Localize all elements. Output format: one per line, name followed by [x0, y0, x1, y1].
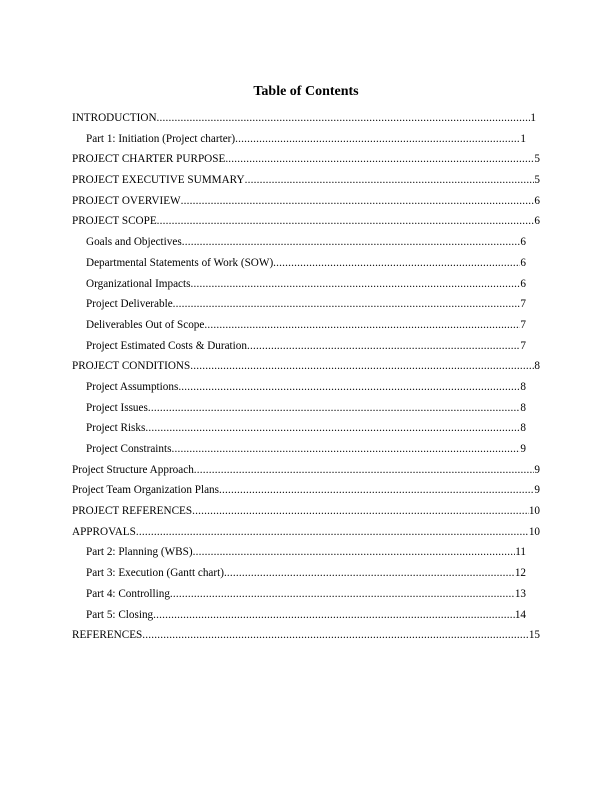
toc-subentry[interactable]	[72, 588, 544, 609]
toc-page-number: 12	[514, 567, 526, 580]
toc-subentry[interactable]	[72, 422, 544, 443]
toc-subentry[interactable]	[72, 567, 544, 588]
toc-entry-text: PROJECT OVERVIEW	[72, 194, 181, 207]
toc-entry-text: INTRODUCTION	[72, 112, 157, 124]
toc-entry-text: PROJECT EXECUTIVE SUMMARY	[72, 174, 245, 187]
toc-entry-text: Project Team Organization Plans	[72, 484, 220, 497]
toc-entry-text: Project Estimated Costs & Duration	[86, 339, 247, 352]
toc-entry-text: Goals and Objectives	[86, 236, 182, 249]
toc-dot-leader	[148, 402, 521, 414]
toc-page-number: 6	[534, 194, 540, 207]
toc-entry[interactable]	[72, 629, 544, 650]
toc-page-number: 1	[520, 132, 526, 145]
toc-page-number: 7	[520, 339, 526, 352]
toc-page-number: 9	[534, 484, 540, 497]
toc-dot-leader	[193, 546, 516, 558]
toc-entry-text: Project Risks	[86, 422, 146, 435]
toc-dot-leader	[157, 112, 531, 124]
toc-entry[interactable]	[72, 174, 544, 195]
toc-entry-text: Departmental Statements of Work (SOW)	[86, 256, 274, 269]
toc-entry-text: Part 1: Initiation (Project charter)	[86, 132, 236, 145]
toc-page-number: 8	[520, 380, 526, 393]
toc-dot-leader	[225, 153, 534, 165]
toc-subentry[interactable]	[72, 443, 544, 464]
toc-entry-text: Deliverables Out of Scope	[86, 318, 205, 331]
toc-dot-leader	[235, 133, 520, 145]
toc-entry-text: PROJECT CONDITIONS	[72, 360, 191, 373]
toc-page-number: 6	[534, 215, 540, 228]
toc-dot-leader	[194, 464, 535, 476]
toc-entry-text: PROJECT REFERENCES	[72, 505, 193, 518]
toc-entry-text: REFERENCES	[72, 629, 143, 642]
toc-subentry[interactable]	[72, 609, 544, 630]
toc-dot-leader	[192, 505, 529, 517]
toc-dot-leader	[247, 340, 520, 352]
toc-dot-leader	[171, 443, 520, 455]
toc-subentry[interactable]	[72, 319, 544, 340]
toc-entry-text: Organizational Impacts	[86, 277, 191, 290]
toc-dot-leader	[245, 174, 535, 186]
toc-dot-leader	[273, 257, 520, 269]
toc-page-number: 8	[520, 422, 526, 435]
toc-page-number: 11	[515, 546, 526, 559]
toc-dot-leader	[170, 588, 515, 600]
toc-subentry[interactable]	[72, 546, 544, 567]
toc-entry-text: Part 2: Planning (WBS)	[86, 546, 193, 559]
toc-entry[interactable]	[72, 505, 544, 526]
toc-entry[interactable]	[72, 526, 544, 547]
toc-dot-leader	[182, 236, 521, 248]
toc-dot-leader	[190, 278, 520, 290]
toc-subentry[interactable]	[72, 402, 544, 423]
toc-page-number: 5	[534, 153, 540, 166]
toc-dot-leader	[145, 422, 520, 434]
toc-entry-text: PROJECT SCOPE	[72, 215, 157, 228]
toc-subentry[interactable]	[72, 298, 544, 319]
toc-page-number: 13	[514, 587, 526, 600]
toc-dot-leader	[173, 298, 521, 310]
toc-page-number: 8	[520, 401, 526, 414]
toc-page-number: 10	[528, 505, 540, 518]
toc-entry[interactable]	[72, 195, 544, 216]
toc-page-number: 9	[520, 443, 526, 455]
toc-entry-text: Part 5: Closing	[86, 608, 154, 621]
toc-entry-text: Part 4: Controlling	[86, 587, 170, 600]
toc-entry-text: Project Constraints	[86, 443, 172, 455]
toc-entry-text: APPROVALS	[72, 525, 136, 538]
toc-entry[interactable]	[72, 360, 544, 381]
toc-entry-text: Project Structure Approach	[72, 463, 194, 476]
toc-dot-leader	[219, 484, 534, 496]
toc-entry[interactable]	[72, 484, 544, 505]
toc-dot-leader	[142, 629, 529, 641]
toc-entry-text: Project Assumptions	[86, 380, 179, 393]
toc-page-number: 6	[520, 277, 526, 290]
toc-page-number: 6	[520, 236, 526, 249]
toc-subentry[interactable]	[72, 381, 544, 402]
toc-dot-leader	[157, 215, 535, 227]
toc-page-number: 5	[534, 174, 540, 187]
toc-page-number: 1	[530, 112, 536, 124]
toc-title: Table of Contents	[253, 84, 359, 99]
toc-entry-text: Part 3: Execution (Gantt chart)	[86, 567, 224, 580]
toc-entry-text: PROJECT CHARTER PURPOSE	[72, 153, 226, 166]
toc-dot-leader	[136, 526, 529, 538]
toc-subentry[interactable]	[72, 133, 544, 154]
toc-dot-leader	[224, 567, 515, 579]
toc-subentry[interactable]	[72, 236, 544, 257]
table-of-contents	[72, 112, 544, 650]
toc-dot-leader	[153, 609, 515, 621]
toc-page-number: 7	[520, 298, 526, 311]
toc-entry-text: Project Issues	[86, 401, 148, 414]
toc-subentry[interactable]	[72, 278, 544, 299]
toc-entry-text: Project Deliverable	[86, 298, 173, 311]
toc-page-number: 10	[528, 525, 540, 538]
toc-dot-leader	[190, 360, 534, 372]
toc-page-number: 9	[534, 463, 540, 476]
toc-entry[interactable]	[72, 112, 544, 133]
toc-page-number: 14	[514, 608, 526, 621]
toc-entry[interactable]	[72, 464, 544, 485]
toc-entry[interactable]	[72, 215, 544, 236]
toc-entry[interactable]	[72, 153, 544, 174]
toc-subentry[interactable]	[72, 340, 544, 361]
toc-dot-leader	[181, 195, 535, 207]
toc-page-number: 6	[520, 256, 526, 269]
toc-dot-leader	[178, 381, 520, 393]
toc-subentry[interactable]	[72, 257, 544, 278]
toc-page-number: 8	[534, 360, 540, 373]
toc-page-number: 15	[528, 629, 540, 642]
toc-page-number: 7	[520, 318, 526, 331]
toc-dot-leader	[204, 319, 520, 331]
